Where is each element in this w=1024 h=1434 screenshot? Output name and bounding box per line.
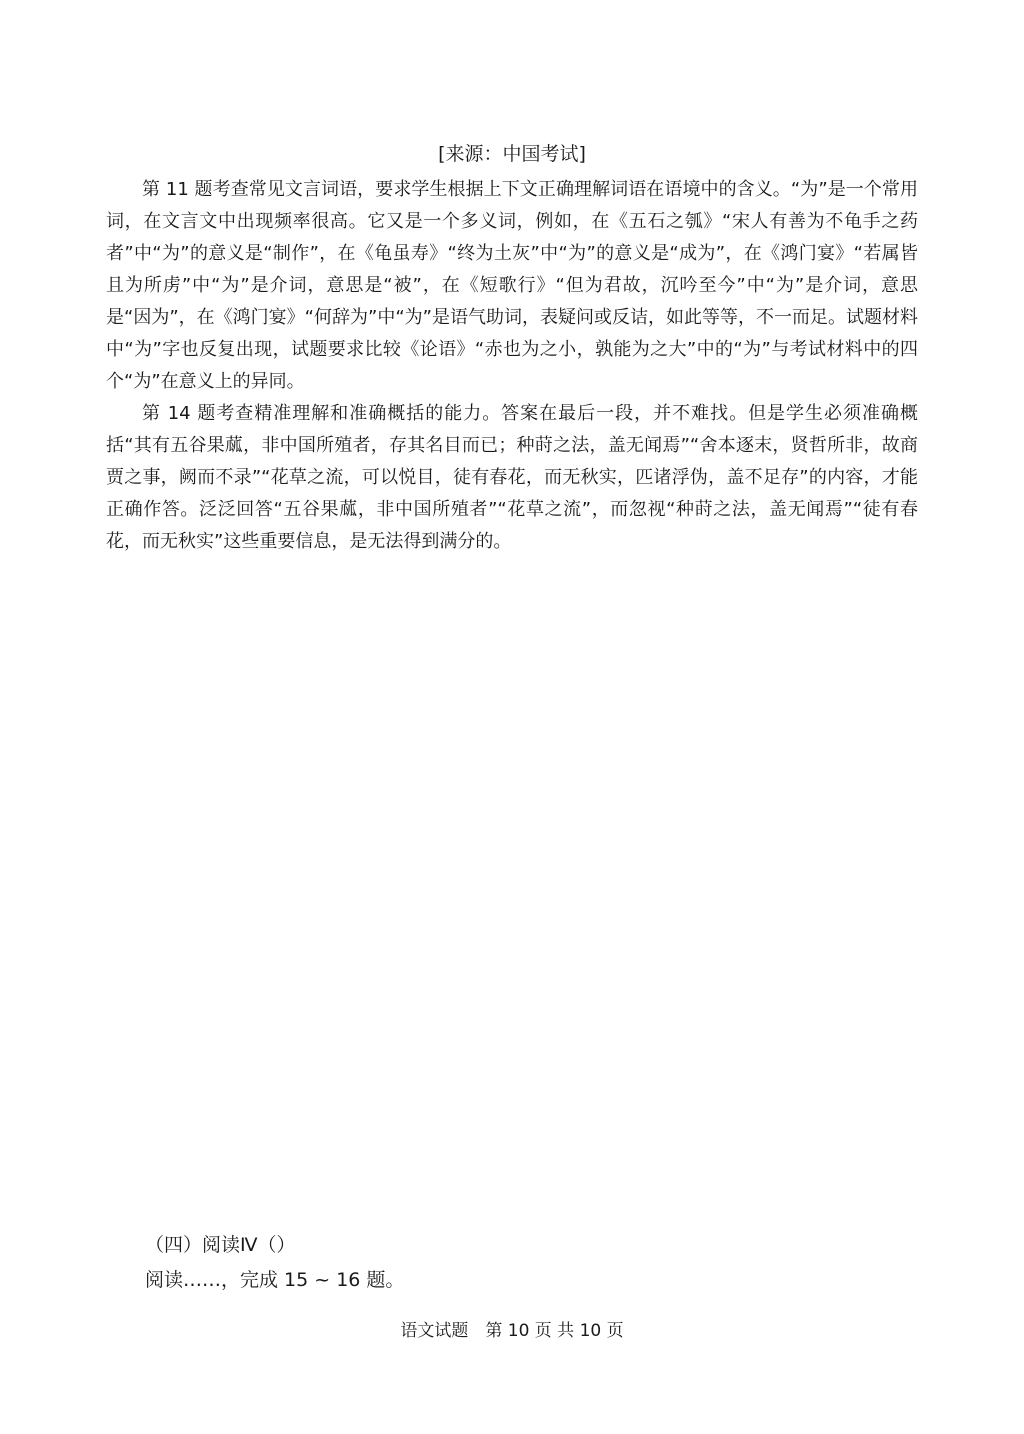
page-footer: 语文试题 第 10 页 共 10 页 <box>400 1321 624 1341</box>
paragraph-question-14: 第 14 题考查精准理解和准确概括的能力。答案在最后一段，并不难找。但是学生必须准确概括“其有五谷果蓏，非中国所殖者，存其名目而已；种莳之法，盖无闻焉”“舍本逐末，贤哲所非，故商贾之事，阙而不录”“花草之流，可以悦目，徒有春花，而无秋实，匹诸浮伪，盖不足存”的内容，才能正确作答。泛泛回答“五谷果蓏，非中国所殖者”“花草之流”，而忽视“种莳之法，盖无闻焉”“徒有春花，而无秋实”这些重要信息，是无法得到满分的。 <box>106 403 918 552</box>
paragraph-question-11: 第 11 题考查常见文言词语，要求学生根据上下文正确理解词语在语境中的含义。“为”是一个常用词，在文言文中出现频率很高。它又是一个多义词，例如，在《五石之瓠》“宋人有善为不龟手之药者”中“为”的意义是“制作”，在《龟虽寿》“终为土灰”中“为”的意义是“成为”，在《鸿门宴》“若属皆且为所虏”中“为”是介词，意思是“被”，在《短歌行》“但为君故，沉吟至今”中“为”是介词，意思是“因为”，在《鸿门宴》“何辞为”中“为”是语气助词，表疑问或反诘，如此等等，不一而足。试题材料中“为”字也反复出现，试题要求比较《论语》“赤也为之小，孰能为之大”中的“为”与考试材料中的四个“为”在意义上的异同。 <box>106 179 918 392</box>
section-heading: （四）阅读Ⅳ（） <box>145 1234 296 1256</box>
source-note: [来源：中国考试] <box>438 143 586 165</box>
analysis-body <box>106 174 918 558</box>
section-instruction: 阅读……，完成 15 ~ 16 题。 <box>145 1269 405 1291</box>
